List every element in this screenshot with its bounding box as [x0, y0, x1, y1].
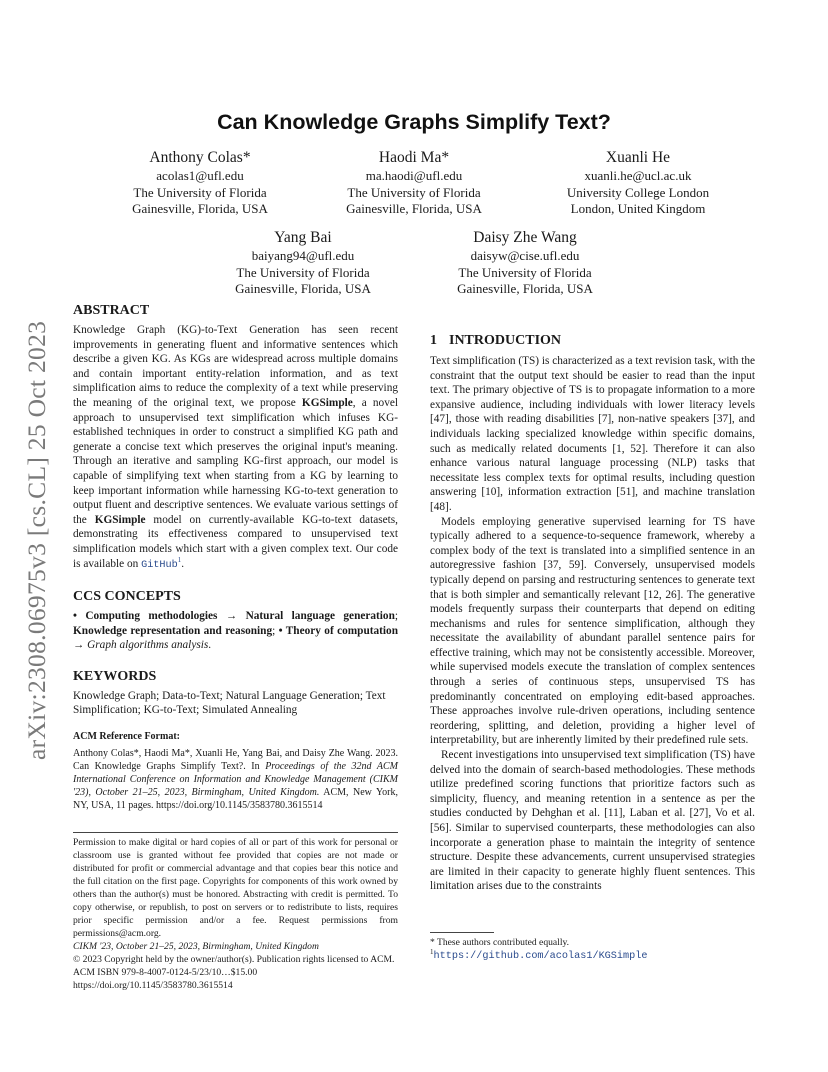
- author-location: Gainesville, Florida, USA: [132, 201, 268, 216]
- author-name: Xuanli He: [605, 149, 671, 166]
- permission-block: [73, 836, 398, 992]
- author-location: Gainesville, Florida, USA: [235, 281, 371, 296]
- author-block-5: [400, 228, 650, 298]
- author-affiliation: The University of Florida: [133, 184, 267, 200]
- author-name: Yang Bai: [274, 229, 332, 246]
- copyright-notice: © 2023 Copyright held by the owner/author(s). Publication rights licensed to ACM.: [73, 954, 395, 965]
- author-block-2: [289, 148, 539, 218]
- keywords-heading: KEYWORDS: [73, 668, 157, 684]
- reference-format-body: Anthony Colas*, Haodi Ma*, Xuanli He, Yang Bai, and Daisy Zhe Wang. 2023. Can Knowledge Graphs Simplify Text?. In Proceedings of the 32nd ACM International Conference on Information and Knowledge Management (CIKM '23), October 21–25, 2023, Birmingham, United Kingdom. ACM, New York, NY, USA, 11 pages. https://doi.org/10.1145/3583780.3615514: [73, 747, 398, 812]
- intro-paragraph-3: Recent investigations into unsupervised text simplification (TS) have delved into the domain of search-based methodologies. These methods utilize predefined scoring functions that prioritize factors such as simplicity, fluency, and meaning retention in a sentence as per the studies conducted by Dehghan et al. [11], Laban et al. [27], Vo et al. [56]. Similar to supervised counterparts, these methodologies can also incorporate a generation phase to maintain the integrity of sentence structure. Despite these advancements, current unsupervised strategies are limited in their capacity to generate highly fluent sentences. This limitation arises due to the constraints: [430, 749, 755, 893]
- author-block-4: [178, 228, 428, 298]
- section-number: 1: [430, 333, 437, 348]
- author-block-3: [513, 148, 763, 218]
- author-email[interactable]: ma.haodi@ufl.edu: [365, 168, 463, 183]
- isbn: ACM ISBN 979-8-4007-0124-5/23/10…$15.00: [73, 967, 258, 978]
- conference-venue: CIKM '23, October 21–25, 2023, Birmingham, United Kingdom: [73, 941, 319, 952]
- ccs-body: • Computing methodologies → Natural language generation; Knowledge representation and reasoning; • Theory of computation → Graph algorithms analysis.: [73, 610, 398, 652]
- left-column: [73, 302, 398, 813]
- keywords-body: Knowledge Graph; Data-to-Text; Natural Language Generation; Text Simplification; KG-to-Text; Simulated Annealing: [73, 689, 386, 717]
- intro-paragraph-1: Text simplification (TS) is characterized as a text revision task, with the constraint that the output text should be easier to read than the input text. The primary objective of TS is to propagate information to a more expansive audience, including individuals with lower literacy levels [47], those with reading disabilities [7], non-native speakers [37], and individuals lacking specialized knowledge within specific domains, such as medically related documents [1, 52]. Therefore it can also enhance various natural language processing (NLP) tasks that necessitate less complex texts for optimal results, including question answering [10], information extraction [51], and machine translation [48].: [430, 355, 755, 513]
- reference-format-heading: ACM Reference Format:: [73, 731, 180, 743]
- permission-notice: Permission to make digital or hard copies of all or part of this work for personal or classroom use is granted without fee provided that copies are not made or distributed for profit or commercial advantage and that copies bear this notice and the full citation on the first page. Copyrights for components of this work owned by others than the author(s) must be honored. Abstracting with credit is permitted. To copy otherwise, or republish, to post on servers or to redistribute to lists, requires prior specific permission and/or a fee. Request permissions from permissions@acm.org.: [73, 837, 398, 939]
- author-affiliation: The University of Florida: [458, 264, 592, 280]
- doi-link[interactable]: https://doi.org/10.1145/3583780.3615514: [73, 980, 233, 991]
- author-location: London, United Kingdom: [570, 201, 706, 216]
- author-location: Gainesville, Florida, USA: [457, 281, 593, 296]
- paper-title: Can Knowledge Graphs Simplify Text?: [217, 110, 611, 134]
- footnote-divider: [73, 832, 398, 833]
- footnote-github: $^1$https://github.com/acolas1/KGSimple: [430, 947, 648, 962]
- footnote-divider-right: [430, 932, 494, 933]
- abstract-body: Knowledge Graph (KG)-to-Text Generation has seen recent improvements in generating fluent and informative sentences which describe a given KG. As KGs are widespread across multiple domains and contain important entity-relation information, and as text simplification aims to reduce the complexity of a text while preserving the meaning of the original text, we propose KGSimple, a novel approach to unsupervised text simplification which infuses KG-established techniques in order to construct a simplified KG path and generate a concise text which preserves the original input's meaning. Through an iterative and sampling KG-first approach, our model is capable of simplifying text when starting from a KG by learning to keep important information while harnessing KG-to-text generation to output fluent and descriptive sentences. We evaluate various settings of the KGSimple model on currently-available KG-to-text datasets, demonstrating its effectiveness compared to unsupervised text simplification models which start with a given complex text. Our code is available on GitHub$^1$.: [73, 324, 398, 571]
- author-name: Anthony Colas*: [149, 149, 251, 166]
- author-email[interactable]: baiyang94@ufl.edu: [251, 248, 355, 263]
- author-block-1: [75, 148, 325, 218]
- abstract-heading: ABSTRACT: [73, 303, 150, 318]
- author-name: Daisy Zhe Wang: [473, 229, 577, 246]
- model-name: KGSimple: [94, 513, 146, 526]
- author-affiliation: University College London: [566, 184, 710, 200]
- author-email[interactable]: xuanli.he@ucl.ac.uk: [584, 168, 692, 183]
- arxiv-identifier-stamp: arXiv:2308.06975v3 [cs.CL] 25 Oct 2023: [22, 320, 51, 760]
- github-url-link[interactable]: https://github.com/acolas1/KGSimple: [433, 951, 648, 962]
- footnotes: [430, 936, 755, 963]
- github-link[interactable]: GitHub: [141, 559, 178, 571]
- author-affiliation: The University of Florida: [347, 184, 481, 200]
- author-name: Haodi Ma*: [378, 149, 450, 166]
- intro-paragraph-2: Models employing generative supervised learning for TS have typically adhered to a sequence-to-sequence framework, whereby a complex body of the text is translated into a simplified sentence in an autoregressive fashion [37, 59]. Conversely, unsupervised models typically depend on parsing and restructuring sentences to generate text that is both simpler and semantically relevant [12, 26]. The generative models frequently surpass their counterparts that depend on editing mechanisms and rules for sentence simplification, although they necessitate the availability of abundant parallel sentence pairs for effective training, which may not be consistently accessible. Moreover, while supervised models execute the translation of complex sentences through a series of continuous steps, unsupervised TS has predominantly concentrated on employing edit-based approaches. These approaches involve rule-driven operations, including sentence reordering, splitting, and deletion, providing a higher level of interpretability, but are inherently limited by their predefined rule sets.: [430, 515, 755, 747]
- author-affiliation: The University of Florida: [236, 264, 370, 280]
- right-column: [430, 332, 755, 894]
- author-email[interactable]: acolas1@ufl.edu: [156, 168, 244, 183]
- author-email[interactable]: daisyw@cise.ufl.edu: [470, 248, 580, 263]
- model-name: KGSimple: [301, 396, 353, 409]
- introduction-heading: 1 INTRODUCTION: [430, 333, 562, 348]
- footnote-marker[interactable]: 1: [177, 555, 182, 564]
- ccs-heading: CCS CONCEPTS: [73, 589, 181, 605]
- author-location: Gainesville, Florida, USA: [346, 201, 482, 216]
- footnote-equal-contribution: * These authors contributed equally.: [430, 937, 570, 948]
